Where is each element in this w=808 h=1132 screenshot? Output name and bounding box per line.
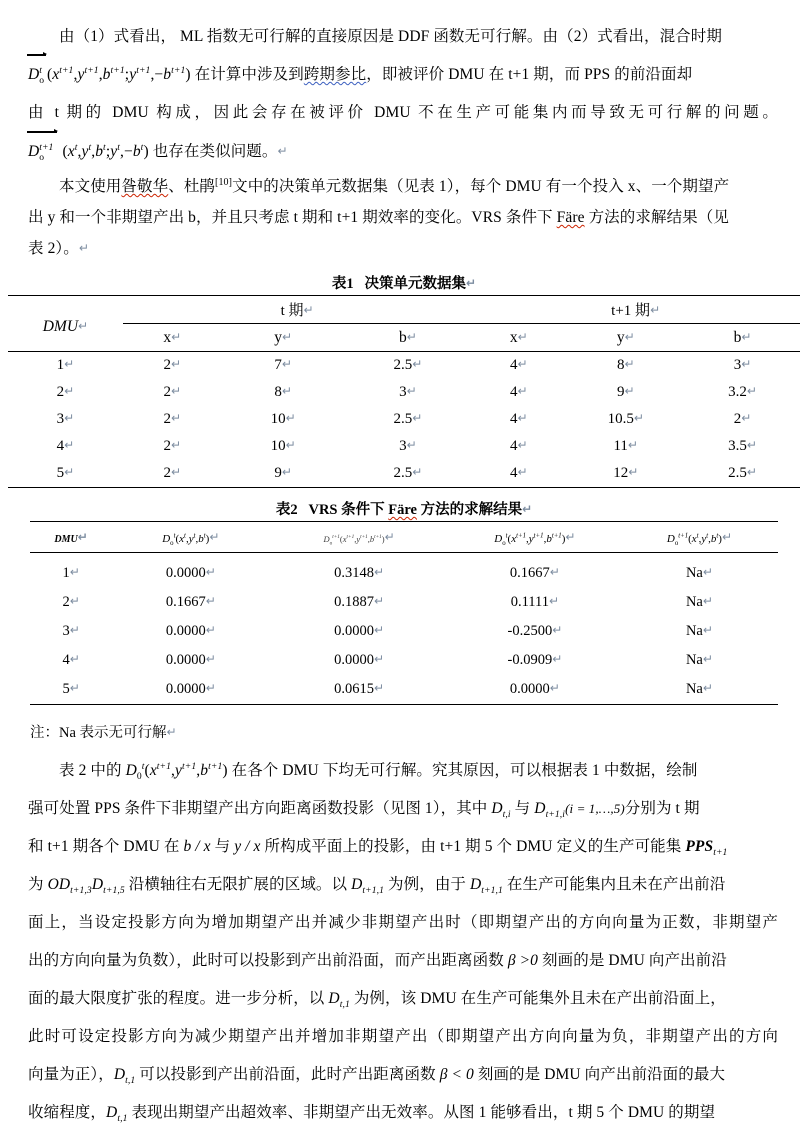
table-1-cell: 9↵ [616, 384, 635, 401]
p3-seg-k: 为例，由于 [384, 876, 470, 894]
table-2-header-dmu: DMU↵ [30, 522, 112, 553]
p3-seg-c: 强可处置 PPS 条件下非期望产出方向距离函数投影（见图 1），其中 [28, 800, 492, 818]
paragraph-1-text-seg2: 在计算中涉及到跨期参比，即被评价 DMU 在 t+1 期，而 PPS 的前沿面却 [194, 66, 693, 83]
paragraph-2-seg-f: 方法的求解结果（见 [584, 209, 729, 227]
table-2-note: 注：Na 表示无可行解↵ [30, 725, 177, 742]
paragraph-2-line-3 [0, 233, 808, 264]
table-1-cell-dmu: 1↵ [8, 352, 123, 380]
paragraph-2 [0, 167, 808, 264]
paragraph-1 [0, 0, 808, 171]
table-2-cell-dmu: 3↵ [62, 623, 80, 640]
table-row [8, 460, 800, 488]
paragraph-1-text-seg1: 由（1）式看出， ML 指数无可行解的直接原因是 DDF 函数无可行解。由（2）式看出，混合时期 [59, 28, 722, 45]
paragraph-2-seg-g: 表 2）。 [28, 240, 79, 258]
table-2-caption: 表2 VRS 条件下 Färe 方法的求解结果↵ [275, 502, 533, 519]
paragraph-3-line-8 [0, 1018, 808, 1056]
p3-seg-n: 出的方向向量为负数），此时可以投影到产出前沿面，而产出距离函数 [28, 952, 508, 970]
table-1-container [0, 272, 808, 488]
p3-seg-q: 为例，该 DMU 在生产可能集外且未在产出前沿面上， [349, 990, 726, 1008]
p3-beta-negative: β < 0 [439, 1066, 474, 1084]
table-1-cell-dmu: 2↵ [56, 384, 75, 401]
p3-yx: y / x [234, 838, 261, 856]
table-1-cell: 10.5↵ [607, 411, 644, 428]
table-1-header-var-4: y↵ [616, 328, 635, 346]
paragraph-2-seg-e: 出 y 和一个非期望产出 b，并且只考虑 t 期和 t+1 期效率的变化。VRS 条件下 [28, 209, 557, 227]
p3-seg-h: 所构成平面上的投影，由 t+1 期 5 个 DMU 定义的生产可能集 [260, 838, 686, 856]
formula-D-t-o-args: $(x^{t+1},y^{t+1},b^{t+1};y^{t+1},-b^{t+1})$ [46, 64, 191, 83]
p3-formula-Dt1i: $D_{t+1,i}$ [534, 800, 566, 821]
table-2-cell: 0.0000↵ [165, 623, 216, 640]
p3-seg-t: 可以投影到产出前沿面，此时产出距离函数 [135, 1066, 440, 1084]
paragraph-3-line-3 [0, 828, 808, 866]
table-2-cell: Na↵ [621, 675, 778, 705]
table-1-cell: 3↵ [685, 352, 800, 380]
table-2-cell-dmu: 4↵ [62, 652, 80, 669]
p3-beta-positive: β >0 [507, 952, 539, 970]
paragraph-2-seg-d: 文中的决策单元数据集（见表 1），每个 DMU 有一个投入 x、一个期望产 [232, 178, 730, 196]
paragraph-3-line-9 [0, 1056, 808, 1094]
paragraph-3-line-1 [0, 752, 808, 790]
table-2-cell: 0.0000↵ [449, 675, 621, 705]
formula-D-t1-o: $D_o^{t+1}$ [28, 133, 58, 171]
formula-D-t1-o-args: $(x^t,y^t,b^t;y^t,-b^t)$ [62, 141, 149, 160]
p3-range: (i = 1,…,5) [565, 801, 625, 817]
table-1-cell: 4↵ [471, 460, 566, 488]
table-1-header-row-periods [8, 296, 800, 324]
table-2-cell: Na↵ [685, 565, 713, 582]
table-1-cell: 2↵ [163, 384, 182, 401]
table-1-cell: 12↵ [566, 460, 685, 488]
table-row [30, 588, 778, 617]
table-1-header-period-t1: t+1 期↵ [471, 296, 800, 324]
paragraph-1-line-2 [0, 56, 808, 94]
table-1-cell: 8↵ [566, 352, 685, 380]
table-2-header-row [30, 522, 778, 553]
table-2-header-col-2: $D_o^{t+1}(x^{t+1},y^{t+1},b^{t+1})↵$ [269, 522, 449, 553]
paragraph-1-line-1 [0, 18, 808, 56]
p3-seg-j: 沿横轴往右无限扩展的区域。以 [124, 876, 352, 894]
table-1-cell-dmu: 5↵ [8, 460, 123, 488]
formula-D-t-o: $D_o^t$ [28, 56, 47, 94]
table-1 [8, 295, 800, 488]
table-1-cell: 10↵ [270, 438, 296, 455]
table-2-header-col-1: $D_o^t(x^t,y^t,b^t)↵$ [112, 522, 269, 553]
table-1-cell: 3↵ [399, 438, 417, 455]
table-1-header-row-vars [8, 324, 800, 352]
table-2-cell: 0.3148↵ [334, 565, 385, 582]
p3-seg-i: 为 [28, 876, 48, 894]
table-1-cell: 4↵ [510, 438, 528, 455]
table-1-cell: 2.5↵ [345, 352, 472, 380]
table-1-caption-title: 决策单元数据集 [364, 276, 467, 293]
p3-dt11-b: $D_{t+1,1}$ [470, 876, 503, 897]
table-2-cell-dmu: 5↵ [30, 675, 112, 705]
paragraph-2-line-2 [0, 202, 808, 233]
pilcrow-mark: ↵ [277, 144, 288, 158]
paragraph-1-text-seg4: 也存在类似问题。 [152, 143, 278, 160]
table-row [30, 617, 778, 646]
table-2 [30, 521, 778, 705]
table-2-caption-title-a: VRS 条件下 [308, 502, 389, 519]
table-1-header-var-5: b↵ [733, 328, 752, 346]
table-2-cell: -0.0909↵ [507, 652, 563, 669]
table-1-cell: 2↵ [733, 411, 752, 428]
table-1-cell: 3.5↵ [728, 438, 757, 455]
table-2-cell: 0.1887↵ [334, 594, 385, 611]
p3-pps: $PPS_{t+1}$ [685, 838, 728, 859]
table-2-cell-dmu: 1↵ [62, 565, 80, 582]
table-1-caption [8, 272, 800, 295]
table-1-cell: 2↵ [163, 411, 182, 428]
table-1-header-var-0: x↵ [163, 328, 182, 346]
table-1-header-dmu-label: DMU [42, 317, 79, 335]
paragraph-3-line-2 [0, 790, 808, 828]
table-1-cell-dmu: 4↵ [56, 438, 75, 455]
paragraph-1-line-3 [0, 94, 808, 132]
paragraph-2-method-name: Färe [556, 209, 585, 227]
table-2-header-col-4: $D_o^{t+1}(x^t,y^t,b^t)↵$ [621, 522, 778, 553]
p3-seg-b: 在各个 DMU 下均无可行解。究其原因，可以根据表 1 中数据，绘制 [227, 762, 698, 780]
table-1-cell: 11↵ [613, 438, 638, 455]
table-2-cell-dmu: 2↵ [62, 594, 80, 611]
p3-formula-D0t: $D_0^t(x^{t+1},y^{t+1},b^{t+1})$ [125, 761, 228, 783]
pilcrow-mark: ↵ [78, 241, 90, 256]
table-1-cell: 2.5↵ [685, 460, 800, 488]
paragraph-3-line-10 [0, 1094, 808, 1132]
p3-seg-e: 分别为 t 期 [624, 800, 700, 818]
p3-seg-l: 在生产可能集内且未在产出前沿 [502, 876, 726, 894]
paragraph-2-line-1 [0, 167, 808, 202]
pilcrow-mark: ↵ [466, 276, 477, 291]
table-1-cell: 2↵ [123, 352, 222, 380]
paragraph-3-line-7 [0, 980, 808, 1018]
table-row [30, 553, 778, 589]
table-row [8, 352, 800, 380]
table-1-caption-number: 表1 [331, 276, 354, 293]
table-2-cell: 0.0000↵ [334, 652, 385, 669]
table-2-cell: 0.0615↵ [269, 675, 449, 705]
table-1-cell: 4↵ [510, 384, 528, 401]
table-row [8, 406, 800, 433]
table-1-header-period-t-label: t 期 [280, 303, 304, 320]
paragraph-1-text-seg3: 由 t 期的 DMU 构成，因此会存在被评价 DMU 不在生产可能集内而导致无可行解的问题。 [28, 104, 778, 121]
table-1-header-var-1: y↵ [274, 328, 293, 346]
table-2-caption-method: Färe [388, 502, 417, 519]
table-2-caption-number: 表2 [275, 502, 298, 519]
table-1-cell: 3↵ [399, 384, 417, 401]
paragraph-3-line-6 [0, 942, 808, 980]
table-2-cell: 0.1667↵ [165, 594, 216, 611]
p3-seg-u: 刻画的是 DMU 向产出前沿面的最大 [473, 1066, 726, 1084]
table-2-container [0, 498, 808, 705]
table-1-header-var-2: b↵ [399, 328, 417, 346]
table-2-cell: 0.0000↵ [165, 652, 216, 669]
table-1-header-period-t: t 期↵ [123, 296, 471, 324]
table-2-cell: Na↵ [685, 623, 713, 640]
table-1-cell: 10↵ [270, 411, 296, 428]
p3-dt11-a: $D_{t+1,1}$ [351, 876, 385, 897]
p3-seg-p: 面的最大限度扩张的程度。进一步分析，以 [28, 990, 329, 1008]
p3-dt1-b: $D_{t,1}$ [113, 1066, 136, 1087]
table-1-cell: 4↵ [471, 352, 566, 380]
table-row [8, 433, 800, 460]
table-1-cell: 4↵ [510, 411, 528, 428]
table-1-cell: 3.2↵ [728, 384, 757, 401]
table-2-caption-title-c: 方法的求解结果 [416, 502, 523, 519]
table-2-cell: 0.0000↵ [165, 565, 216, 582]
paragraph-1-line-4 [0, 132, 808, 171]
p3-seg-m: 面上，当设定投影方向为增加期望产出并减少非期望产出时（即期望产出的方向向量为正数，非期望产 [28, 914, 778, 932]
p3-seg-r: 此时可设定投影方向为减少期望产出并增加非期望产出（即期望产出方向向量为负，非期望产出的方向 [28, 1028, 778, 1046]
paragraph-2-author-1: 昝敬华 [121, 178, 169, 196]
p3-seg-w: 表现出期望产出超效率、非期望产出无效率。从图 1 能够看出，t 期 5 个 DMU 的期望 [127, 1104, 716, 1122]
table-row [30, 675, 778, 705]
paragraph-2-seg-c: 、杜鹃 [168, 178, 216, 196]
paragraph-3-line-4 [0, 866, 808, 904]
table-1-cell: 2↵ [123, 460, 222, 488]
citation-ref: [10] [215, 177, 233, 188]
table-row [8, 379, 800, 406]
table-1-cell-dmu: 3↵ [56, 411, 75, 428]
table-1-cell: 9↵ [222, 460, 345, 488]
table-2-cell: Na↵ [685, 652, 713, 669]
table-2-cell: Na↵ [685, 594, 713, 611]
table-2-cell: 0.1111↵ [510, 594, 560, 611]
paragraph-2-seg-a: 本文使用 [59, 178, 122, 196]
p3-seg-f: 和 t+1 期各个 DMU 在 [28, 838, 184, 856]
p3-seg-g: 与 [210, 838, 235, 856]
p3-dt1-c: $D_{t,1}$ [106, 1104, 128, 1125]
paragraph-3 [0, 752, 808, 1132]
table-1-header-var-3: x↵ [509, 328, 528, 346]
p3-od: $OD_{t+1,3}D_{t+1,5}$ [47, 876, 125, 897]
table-1-cell: 7↵ [222, 352, 345, 380]
paragraph-3-line-5 [0, 904, 808, 942]
table-1-header-period-t1-label: t+1 期 [611, 303, 651, 320]
p3-bx: b / x [183, 838, 211, 856]
table-2-cell: -0.2500↵ [507, 623, 563, 640]
p3-seg-o: 刻画的是 DMU 向产出前沿 [538, 952, 727, 970]
table-1-cell: 2↵ [163, 438, 182, 455]
p3-seg-a: 表 2 中的 [59, 762, 126, 780]
p3-dt1-a: $D_{t,1}$ [328, 990, 350, 1011]
p3-formula-Dti: $D_{t,i}$ [491, 800, 511, 821]
table-2-note-text: 注：Na 表示无可行解 [30, 725, 167, 742]
table-1-cell: 2.5↵ [345, 460, 472, 488]
table-row [30, 646, 778, 675]
table-1-header-dmu: DMU↵ [8, 296, 123, 352]
table-2-header-col-3: $D_o^t(x^{t+1},y^{t+1},b^{t+1})↵$ [449, 522, 621, 553]
table-2-cell: 0.1667↵ [509, 565, 560, 582]
table-2-cell: 0.0000↵ [112, 675, 269, 705]
table-1-cell: 8↵ [274, 384, 292, 401]
table-1-cell: 2.5↵ [393, 411, 423, 428]
table-2-cell: 0.0000↵ [334, 623, 385, 640]
p3-seg-s: 向量为正）， [28, 1066, 114, 1084]
p3-seg-and: 与 [510, 800, 535, 818]
p3-seg-v: 收缩程度， [28, 1104, 107, 1122]
